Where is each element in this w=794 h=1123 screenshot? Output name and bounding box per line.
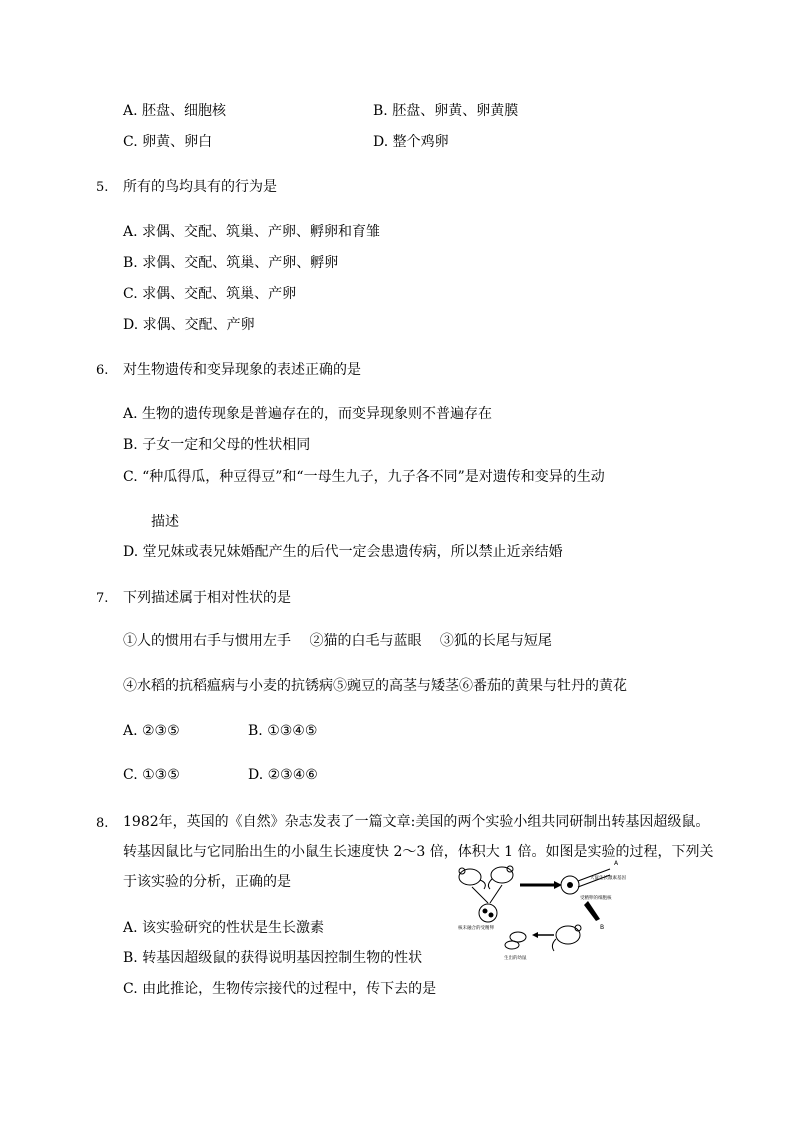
label-b: B <box>600 924 605 931</box>
donor-mouse-icon <box>459 868 485 889</box>
transgenic-mouse-diagram <box>450 855 638 963</box>
q5-option-b: B. 求偶、交配、筑巢、产卵、孵卵 <box>123 255 339 271</box>
q5-number: 5. <box>96 180 109 195</box>
q6-stem: 对生物遗传和变异现象的表述正确的是 <box>123 362 361 378</box>
female-mouse-icon <box>488 866 513 889</box>
label-a: A <box>614 860 619 867</box>
q7-number: 7. <box>96 591 109 606</box>
q6-option-c: C. “种瓜得瓜，种豆得豆”和“一母生九子，九子各不同”是对遗传和变异的生动 <box>123 469 605 485</box>
label-gene: 大鼠生长激素基因 <box>590 876 626 881</box>
q8-number: 8. <box>96 816 109 831</box>
q6-option-b: B. 子女一定和父母的性状相同 <box>123 437 311 453</box>
q7-items-line-1: ①人的惯用右手与惯用左手 ②猫的白毛与蓝眼 ③狐的长尾与短尾 <box>123 633 552 649</box>
q5-option-d: D. 求偶、交配、产卵 <box>123 317 255 333</box>
q8-stem-line-2: 转基因鼠比与它同胎出生的小鼠生长速度快 2～3 倍，体积大 1 倍。如图是实验的过程，下列关 <box>123 844 714 860</box>
q7-option-a: A. ②③⑤ <box>123 723 180 739</box>
q7-option-c: C. ①③⑤ <box>123 767 180 783</box>
q4-option-d: D. 整个鸡卵 <box>373 134 449 150</box>
q6-number: 6. <box>96 363 109 378</box>
q8-option-a: A. 该实验研究的性状是生长激素 <box>123 920 325 936</box>
q7-items-line-2: ④水稻的抗稻瘟病与小麦的抗锈病⑤豌豆的高茎与矮茎⑥番茄的黄果与牡丹的黄花 <box>123 678 627 694</box>
q8-option-c: C. 由此推论，生物传宗接代的过程中，传下去的是 <box>123 981 437 997</box>
q6-option-a: A. 生物的遗传现象是普遍存在的，而变异现象则不普遍存在 <box>123 406 493 422</box>
label-fused: 核未融合的受精卵 <box>458 926 494 931</box>
q8-stem-line-3: 于该实验的分析，正确的是 <box>123 874 291 890</box>
q4-option-c: C. 卵黄、卵白 <box>123 134 213 150</box>
q8-stem-line-1: 1982年，英国的《自然》杂志发表了一篇文章:美国的两个实验小组共同研制出转基因超级鼠。 <box>123 814 710 830</box>
label-egg: 受精卵的细胞核 <box>580 896 612 901</box>
q4-option-a: A. 胚盘、细胞核 <box>123 103 227 119</box>
q6-option-c-continued: 描述 <box>151 514 179 530</box>
surrogate-mouse-icon <box>552 925 581 951</box>
q7-option-b: B. ①③④⑤ <box>248 723 318 739</box>
q8-option-b: B. 转基因超级鼠的获得说明基因控制生物的性状 <box>123 950 423 966</box>
label-born: 生出的幼鼠 <box>504 956 527 961</box>
q4-option-b: B. 胚盘、卵黄、卵黄膜 <box>373 103 519 119</box>
q5-stem: 所有的鸟均具有的行为是 <box>123 179 277 195</box>
pup-mice-icon <box>505 932 526 949</box>
q5-option-a: A. 求偶、交配、筑巢、产卵、孵卵和育雏 <box>123 224 381 240</box>
microinjection-egg-icon <box>561 869 610 894</box>
q6-option-d: D. 堂兄妹或表兄妹婚配产生的后代一定会患遗传病，所以禁止近亲结婚 <box>123 544 563 560</box>
q7-stem: 下列描述属于相对性状的是 <box>123 590 291 606</box>
q5-option-c: C. 求偶、交配、筑巢、产卵 <box>123 286 297 302</box>
fertilized-egg-icon <box>479 904 497 922</box>
q7-option-d: D. ②③④⑥ <box>248 767 318 783</box>
